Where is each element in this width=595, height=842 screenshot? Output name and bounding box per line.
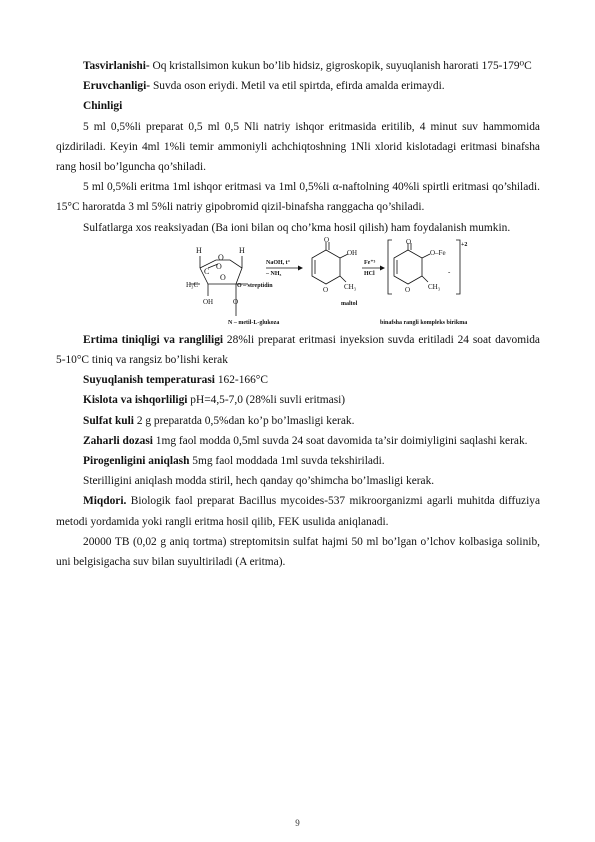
atom-complex-o-ring: O (405, 285, 411, 294)
complex-bracket (388, 237, 460, 294)
atom-complex-o-top: O (406, 237, 412, 246)
heading-toxic-dose: Zaharli dozasi (83, 434, 153, 447)
paragraph-identity-test-2 (56, 177, 540, 217)
paragraph-clarity (56, 330, 540, 370)
reagent-minus-nh3: – NH₃ (266, 270, 282, 277)
arrow-2 (362, 265, 385, 270)
maltol-ring (312, 242, 348, 284)
reagent-fe3: Fe⁺³ (364, 259, 376, 266)
atom-h3c: H₃C (186, 280, 199, 289)
atom-h2: H (239, 245, 245, 255)
text-melting: 162-166°C (214, 374, 268, 387)
text-solution-a: 20000 TB (0,02 g aniq tortma) streptomitsin sulfat hajmi 50 ml bo’lgan o’lchov kolbasiga solinib, uni belgisigacha suv bilan suyultiriladi (A eritma). (56, 535, 540, 569)
reagent-hcl: HCl (364, 270, 375, 277)
text-identity-test-2: 5 ml 0,5%li eritma 1ml ishqor eritmasi va 1ml 0,5%li α-naftolning 40%li spirtli eritmasi qo’shiladi. 15°C haroratda 3 ml 5%li natriy gipobromid qizil-binafsha ranggacha qo’shiladi. (56, 181, 540, 214)
atom-complex-minus: - (448, 267, 451, 276)
atom-maltol-o-top: O (324, 235, 330, 244)
text-sterility: Sterilligini aniqlash modda stiril, hech qanday qo’shimcha bo’lmasligi kerak. (83, 475, 435, 488)
text-assay: Biologik faol preparat Bacillus mycoides-537 mikroorganizmi agarli muhitda diffuziya metodi yordamida yoki rangli eritma hosil qilib, FEK usulida aniqlanadi. (56, 495, 540, 528)
atom-oh1: OH (203, 297, 214, 306)
heading-solubility: Eruvchanligi- (83, 80, 151, 93)
paragraph-sulfate-reaction (56, 218, 540, 238)
heading-melting: Suyuqlanish temperaturasi (83, 374, 215, 387)
text-pyrogen: 5mg faol moddada 1ml suvda tekshiriladi. (189, 455, 385, 468)
paragraph-assay (56, 491, 540, 531)
label-n-methyl-glucose: N – metil-L-glukoza (228, 319, 280, 326)
paragraph-toxic-dose (56, 431, 540, 451)
reaction-scheme (186, 235, 468, 330)
complex-charge: +2 (461, 241, 468, 248)
text-toxic-dose: 1mg faol modda 0,5ml suvda 24 soat davomida ta’sir doimiyligini saqlashi kerak. (152, 434, 528, 447)
heading-clarity: Ertima tiniqligi va rangliligi (83, 333, 224, 346)
text-description: Oq kristallsimon kukun bo’lib hidsiz, gigroskopik, suyuqlanish harorati 175-179⁰C (149, 60, 532, 72)
atom-complex-ch3: CH₃ (428, 282, 441, 291)
heading-assay: Miqdori. (83, 495, 127, 508)
atom-o-low: O (233, 297, 239, 306)
paragraph-identity-test-1 (56, 117, 540, 178)
label-violet-complex: binafsha rangli kompleks birikma (380, 319, 468, 326)
atom-maltol-ch3: CH₃ (344, 282, 357, 291)
heading-sulfate-ash: Sulfat kuli (83, 414, 134, 427)
text-acidity: pH=4,5-7,0 (28%li suvli eritmasi) (187, 394, 346, 407)
paragraph-acidity (56, 390, 540, 410)
paragraph-sterility (56, 471, 540, 491)
atom-complex-o-fe: O–Fe (430, 248, 446, 257)
atom-o-mid: O (220, 272, 226, 282)
atom-o-double: O (216, 261, 222, 271)
heading-acidity: Kislota va ishqorliligi (83, 394, 188, 407)
paragraph-identity (56, 96, 540, 116)
paragraph-solubility (56, 76, 540, 96)
heading-identity: Chinligi (83, 100, 123, 113)
paragraph-pyrogen (56, 451, 540, 471)
page-number: 9 (295, 818, 300, 828)
atom-h1: H (196, 245, 202, 255)
paragraph-solution-a (56, 532, 540, 572)
atom-c: C (204, 266, 210, 276)
text-solubility: Suvda oson eriydi. Metil va etil spirtda, efirda amalda erimaydi. (150, 80, 445, 93)
label-maltol: maltol (341, 300, 358, 307)
arrow-1 (266, 265, 303, 270)
paragraph-melting (56, 370, 540, 390)
atom-maltol-oh: OH (347, 248, 358, 257)
atom-maltol-o-ring: O (323, 285, 329, 294)
reaction-scheme-svg (186, 235, 468, 330)
paragraph-description (56, 56, 540, 76)
text-sulfate-reaction: Sulfatlarga xos reaksiyadan (Ba ioni bilan oq cho’kma hosil qilish) ham foydalanish mumkin. (83, 221, 511, 234)
heading-description: Tasvirlanishi- (83, 60, 150, 72)
document-page (56, 56, 540, 572)
text-sulfate-ash: 2 g preparatda 0,5%dan ko’p bo’lmasligi kerak. (133, 414, 355, 427)
text-identity-test-1: 5 ml 0,5%li preparat 0,5 ml 0,5 Nli natriy ishqor eritmasida eritilib, 4 minut suv hammomida qizdiriladi. Keyin 4ml 1%li temir ammoniyli achchiqtoshning 1Nli xlorid kislotadagi eritmasi binafsha rang hosil bo’lguncha qo’shiladi. (56, 120, 540, 174)
heading-pyrogen: Pirogenligini aniqlash (83, 455, 190, 468)
text-clarity: 28%li preparat eritmasi inyeksion suvda eritiladi 24 soat davomida 5-10°C tiniq va rangsiz bo’lishi kerak (56, 333, 540, 367)
label-streptidin: O – streptidin (237, 282, 273, 289)
atom-o-ring: O (218, 252, 224, 262)
paragraph-sulfate-ash (56, 411, 540, 431)
reagent-naoh: NaOH, t° (266, 259, 291, 266)
